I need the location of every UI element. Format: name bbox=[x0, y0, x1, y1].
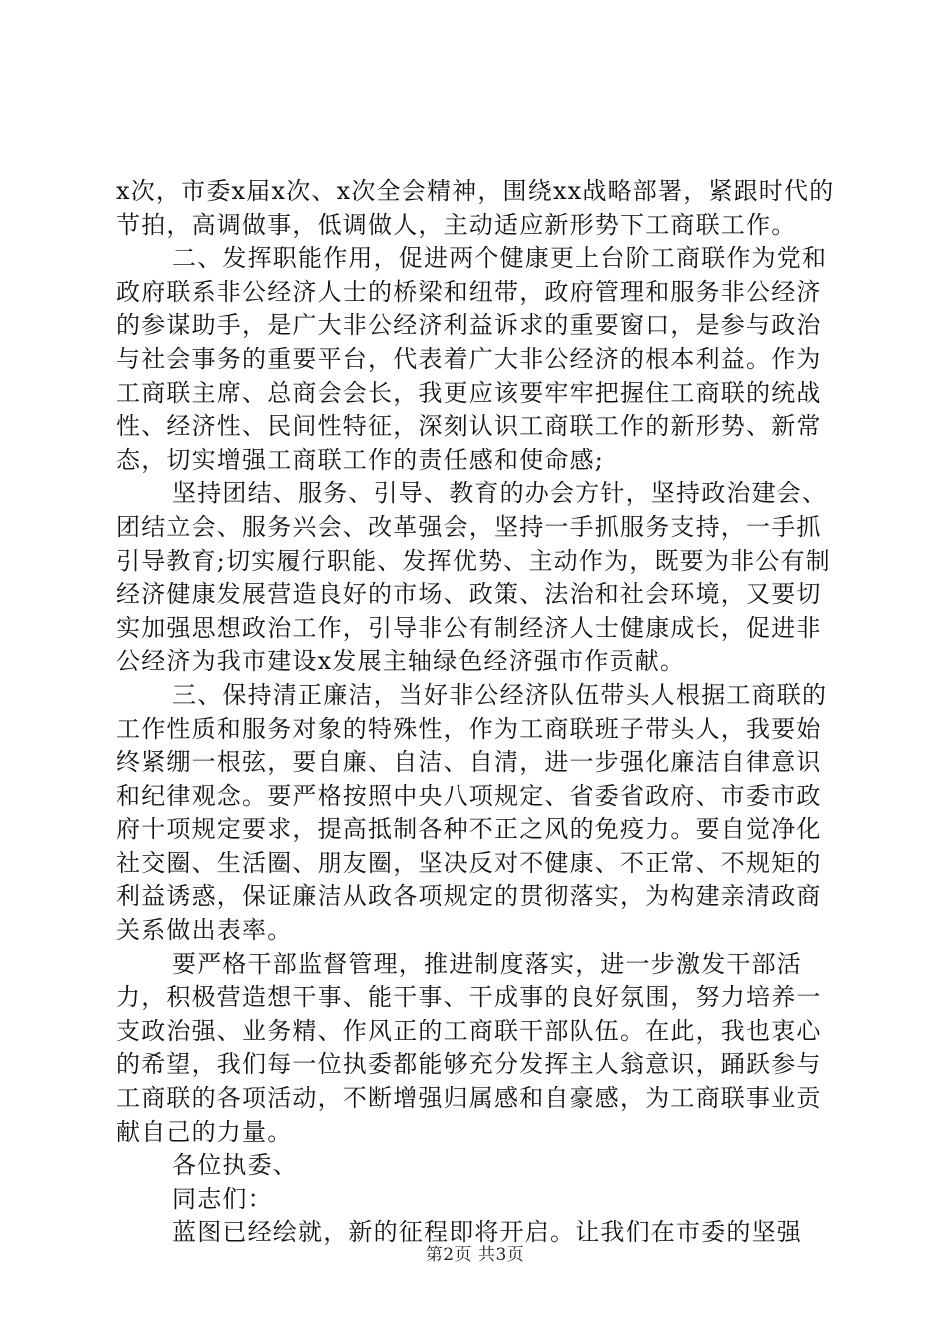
paragraph: x次，市委x届x次、x次全会精神，围绕xx战略部署，紧跟时代的节拍，高调做事，低调做人，主动适应新形势下工商联工作。 bbox=[116, 177, 835, 239]
paragraph: 要严格干部监督管理，推进制度落实，进一步激发干部活力，积极营造想干事、能干事、干成事的良好氛围，努力培养一支政治强、业务精、作风正的工商联干部队伍。在此，我也衷心的希望，我们每一位执委都能够充分发挥主人翁意识，踊跃参与工商联的各项活动，不断增强归属感和自豪感，为工商联事业贡献自己的力量。 bbox=[116, 949, 822, 1146]
document-body bbox=[116, 175, 836, 1250]
paragraph: 坚持团结、服务、引导、教育的办会方针，坚持政治建会、团结立会、服务兴会、改革强会，坚持一手抓服务支持，一手抓引导教育;切实履行职能、发挥优势、主动作为，既要为非公有制经济健康发展营造良好的市场、政策、法治和社会环境，又要切实加强思想政治工作，引导非公有制经济人士健康成长，促进非公经济为我市建设x发展主轴绿色经济强市作贡献。 bbox=[116, 479, 831, 676]
paragraph: 二、发挥职能作用，促进两个健康更上台阶工商联作为党和政府联系非公经济人士的桥梁和纽带，政府管理和服务非公经济的参谋助手，是广大非公经济利益诉求的重要窗口，是参与政治与社会事务的重要平台，代表着广大非公经济的根本利益。作为工商联主席、总商会会长，我更应该要牢牢把握住工商联的统战性、经济性、民间性特征，深刻认识工商联工作的新形势、新常态，切实增强工商联工作的责任感和使命感; bbox=[116, 244, 828, 474]
salutation-line: 同志们： bbox=[172, 1184, 273, 1213]
paragraph: 三、保持清正廉洁，当好非公经济队伍带头人根据工商联的工作性质和服务对象的特殊性，作为工商联班子带头人，我要始终紧绷一根弦，要自廉、自洁、自清，进一步强化廉洁自律意识和纪律观念。要严格按照中央八项规定、省委省政府、市委市政府十项规定要求，提高抵制各种不正之风的免疫力。要自觉净化社交圈、生活圈、朋友圈，坚决反对不健康、不正常、不规矩的利益诱惑，保证廉洁从政各项规定的贯彻落实，为构建亲清政商关系做出表率。 bbox=[116, 680, 828, 945]
salutation-line: 各位执委、 bbox=[172, 1151, 298, 1180]
paragraph: 蓝图已经绘就，新的征程即将开启。让我们在市委的坚强 bbox=[172, 1218, 802, 1247]
page-number-footer: 第2页 共3页 bbox=[425, 1245, 525, 1265]
